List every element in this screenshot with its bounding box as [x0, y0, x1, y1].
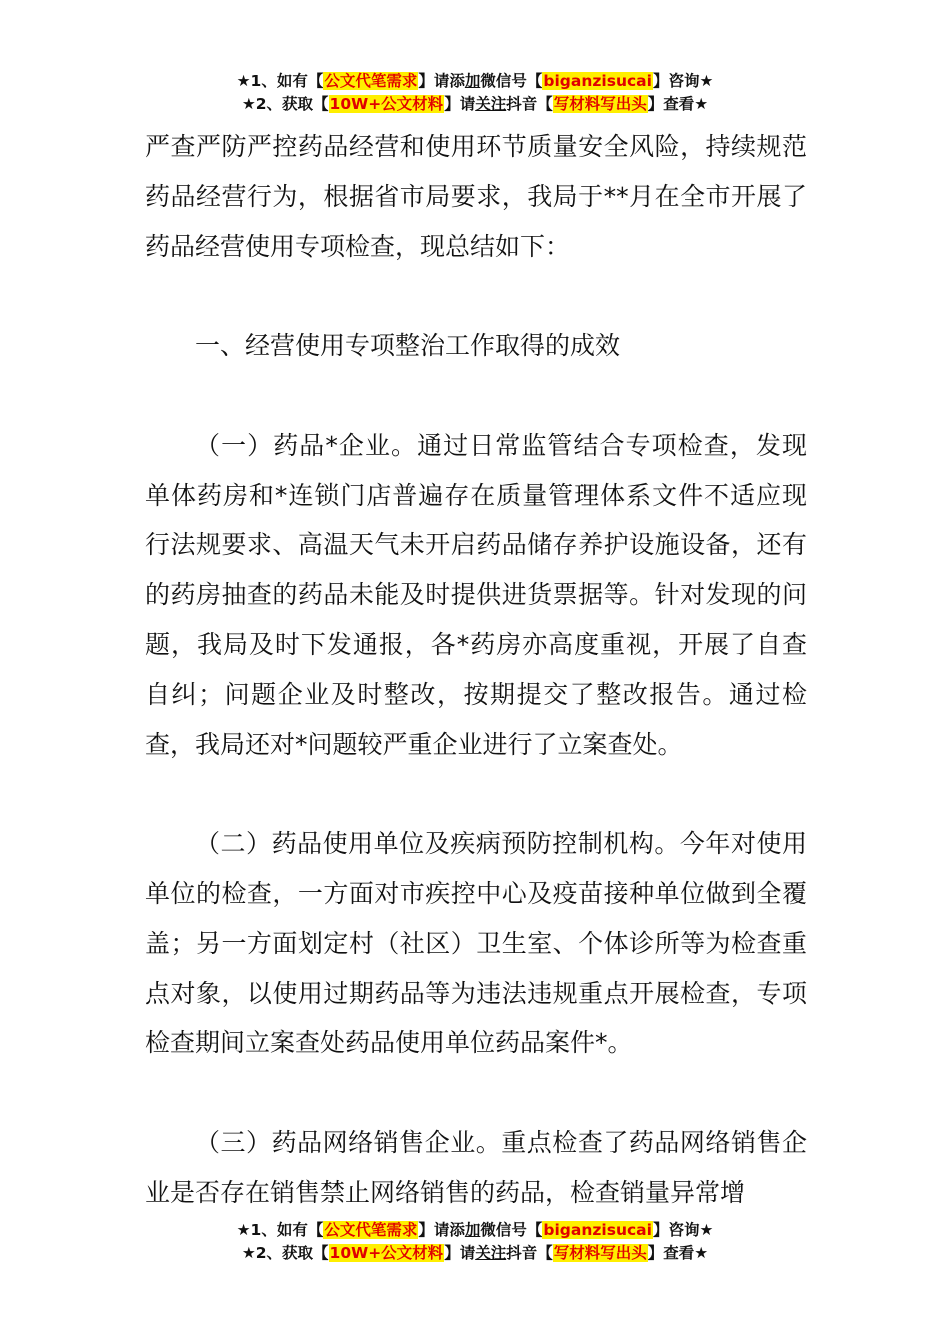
- highlight-wechat-id: biganzisucai: [543, 1221, 652, 1239]
- document-body: [145, 122, 807, 1218]
- highlight-materials: 10W+公文材料: [329, 95, 444, 113]
- spacer: [145, 271, 807, 321]
- top-banner: [0, 70, 950, 116]
- highlight-materials: 10W+公文材料: [329, 1244, 444, 1262]
- paragraph-online-sales: （三）药品网络销售企业。重点检查了药品网络销售企业是否存在销售禁止网络销售的药品，检查销量异常增: [145, 1127, 807, 1207]
- highlight-douyin-account: 写材料写出头: [553, 1244, 647, 1262]
- paragraph-usage-units: （二）药品使用单位及疾病预防控制机构。今年对使用单位的检查，一方面对市疾控中心及疫苗接种单位做到全覆盖；另一方面划定村（社区）卫生室、个体诊所等为检查重点对象，以使用过期药品等为违法违规重点开展检查，专项检查期间立案查处药品使用单位药品案件*。: [145, 829, 807, 1058]
- intro-paragraph: 严查严防严控药品经营和使用环节质量安全风险，持续规范药品经营行为，根据省市局要求，我局于**月在全市开展了药品经营使用专项检查，现总结如下：: [145, 132, 807, 261]
- banner-line-1: ★1、如有【公文代笔需求】请添加微信号【biganzisucai】咨询★: [236, 72, 714, 90]
- highlight-service: 公文代笔需求: [324, 1221, 418, 1239]
- bottom-banner: [0, 1219, 950, 1265]
- banner-line-2: ★2、获取【10W+公文材料】请关注抖音【写材料写出头】查看★: [241, 95, 709, 113]
- paragraph-pharmacy-enterprises: （一）药品*企业。通过日常监管结合专项检查，发现单体药房和*连锁门店普遍存在质量管理体系文件不适应现行法规要求、高温天气未开启药品储存养护设施设备，还有的药房抽查的药品未能及时提供进货票据等。针对发现的问题，我局及时下发通报，各*药房亦高度重视，开展了自查自纠；问题企业及时整改，按期提交了整改报告。通过检查，我局还对*问题较严重企业进行了立案查处。: [145, 430, 807, 759]
- spacer: [145, 769, 807, 819]
- highlight-douyin-account: 写材料写出头: [553, 95, 647, 113]
- section-heading: 一、经营使用专项整治工作取得的成效: [195, 331, 621, 361]
- highlight-wechat-id: biganzisucai: [543, 72, 652, 90]
- highlight-service: 公文代笔需求: [324, 72, 418, 90]
- spacer: [145, 371, 807, 421]
- spacer: [145, 1068, 807, 1118]
- banner-line-1: ★1、如有【公文代笔需求】请添加微信号【biganzisucai】咨询★: [236, 1221, 714, 1239]
- banner-line-2: ★2、获取【10W+公文材料】请关注抖音【写材料写出头】查看★: [241, 1244, 709, 1262]
